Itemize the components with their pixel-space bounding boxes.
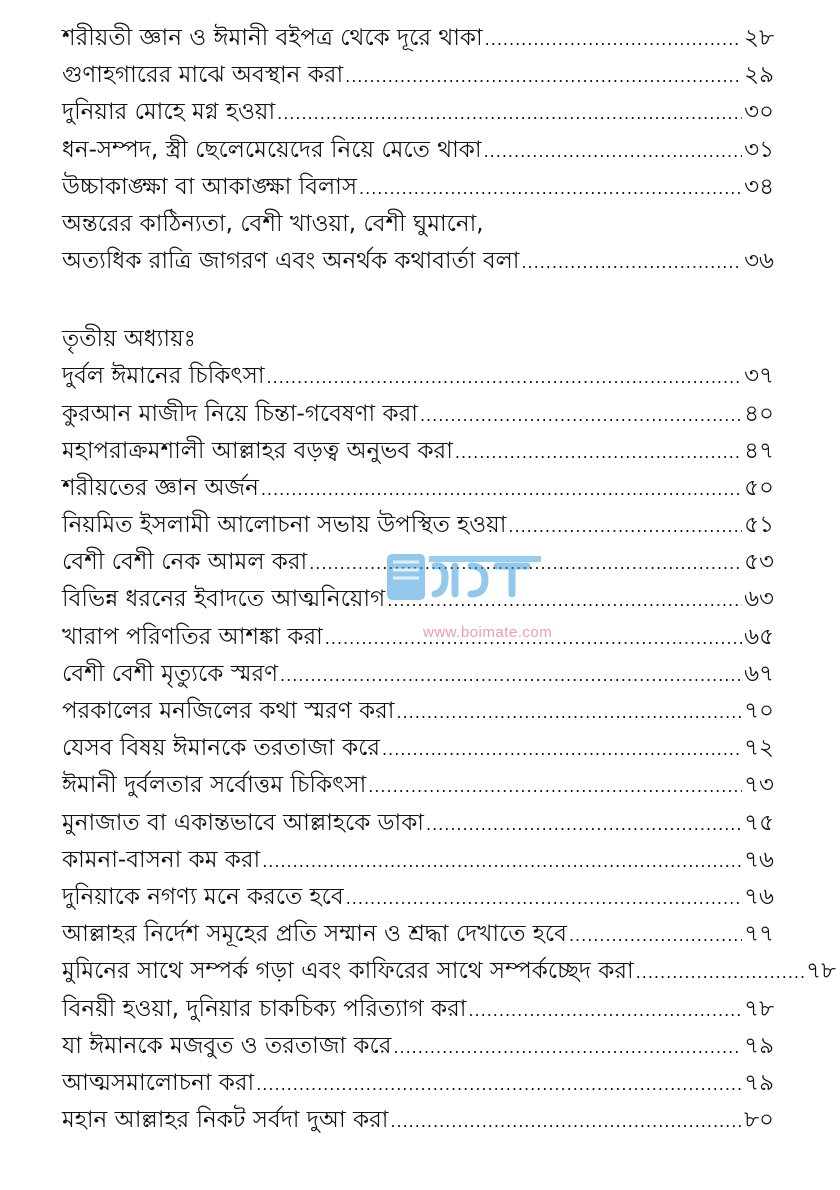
dot-leader [359, 170, 742, 207]
dot-leader [455, 434, 742, 471]
entry-title: আত্মসমালোচনা করা [62, 1069, 255, 1096]
toc-entry [62, 57, 774, 94]
toc-entry [62, 879, 774, 916]
entry-title: যেসব বিষয় ঈমানকে তরতাজা করে [62, 735, 381, 762]
toc-entry [62, 767, 774, 804]
entry-page: ৩৭ [744, 363, 774, 390]
dot-leader [387, 582, 742, 619]
dot-leader [484, 133, 743, 170]
toc-entry [62, 805, 774, 842]
dot-leader [256, 1066, 742, 1103]
toc-entry [62, 94, 774, 131]
dot-leader [390, 1103, 742, 1140]
entry-title: অন্তরের কাঠিন্যতা, বেশী খাওয়া, বেশী ঘুমানো, [62, 210, 484, 237]
dot-leader [261, 471, 742, 508]
dot-leader [277, 95, 742, 132]
entry-title: বিনয়ী হওয়া, দুনিয়ার চাকচিক্য পরিত্যাগ করা [62, 995, 467, 1022]
chapter-heading: তৃতীয় অধ্যায়ঃ [62, 326, 196, 353]
watermark-url: www.boimate.com [423, 624, 553, 641]
entry-page: ৭৭ [744, 921, 774, 948]
entry-title: খারাপ পরিণতির আশঙ্কা করা [62, 623, 323, 650]
entry-title: শরীয়তী জ্ঞান ও ঈমানী বইপত্র থেকে দূরে থাকা [62, 25, 483, 51]
entry-page: ৭৩ [744, 772, 774, 799]
dot-leader [345, 58, 742, 95]
toc-entry [62, 1102, 774, 1139]
entry-title: মহান আল্লাহর নিকট সর্বদা দুআ করা [62, 1107, 389, 1134]
entry-page: ৭৬ [744, 846, 774, 873]
entry-page: ৬৭ [744, 660, 774, 687]
entry-title: দুনিয়ার মোহে মগ্ন হওয়া [62, 99, 276, 126]
toc-entry [62, 1028, 774, 1065]
toc-entry [62, 953, 836, 990]
entry-page: ৮০ [744, 1107, 774, 1134]
dot-leader [426, 806, 742, 843]
entry-page: ২৯ [744, 62, 774, 89]
toc-entry [62, 581, 774, 618]
entry-page: ৩১ [744, 136, 774, 163]
entry-title: বিভিন্ন ধরনের ইবাদতে আত্মনিয়োগ [62, 586, 386, 613]
entry-title: পরকালের মনজিলের কথা স্মরণ করা [62, 698, 395, 724]
toc-entry [62, 20, 774, 57]
entry-page: ২৮ [744, 25, 774, 51]
entry-page: ৭৯ [744, 1069, 774, 1096]
entry-page: ৫৩ [744, 549, 774, 576]
dot-leader [420, 397, 742, 434]
dot-leader [382, 731, 742, 768]
toc-entry [62, 1065, 774, 1102]
toc-entry [62, 730, 774, 767]
table-of-contents [62, 20, 836, 1139]
toc-entry [62, 433, 774, 470]
entry-title: উচ্চাকাঙ্ক্ষা বা আকাঙ্ক্ষা বিলাস [62, 173, 358, 200]
entry-title: ঈমানী দুর্বলতার সর্বোত্তম চিকিৎসা [62, 772, 367, 799]
entry-title: মহাপরাক্রমশালী আল্লাহর বড়ত্ব অনুভব করা [62, 437, 453, 464]
toc-entry [62, 842, 774, 879]
entry-page: ৩০ [744, 99, 774, 126]
toc-entry [62, 132, 774, 169]
entry-title: গুণাহগারের মাঝে অবস্থান করা [62, 62, 344, 89]
dot-leader [267, 359, 743, 396]
entry-title: মুমিনের সাথে সম্পর্ক গড়া এবং কাফিরের সাথে সম্পর্কচ্ছেদ করা [62, 958, 634, 985]
toc-entry [62, 396, 774, 433]
dot-leader [262, 843, 742, 880]
entry-title: কামনা-বাসনা কম করা [62, 846, 261, 873]
dot-leader [280, 657, 742, 694]
dot-leader [521, 244, 742, 281]
entry-page: ৪৭ [744, 437, 774, 464]
toc-entry [62, 544, 774, 581]
entry-title: নিয়মিত ইসলামী আলোচনা সভায় উপস্থিত হওয়া [62, 512, 507, 539]
entry-page: ৩৬ [744, 248, 774, 275]
dot-leader [368, 768, 742, 805]
entry-page: ৫০ [744, 474, 774, 501]
toc-entry [62, 693, 774, 730]
toc-entry [62, 169, 774, 206]
entry-title: ধন-সম্পদ, স্ত্রী ছেলেমেয়েদের নিয়ে মেতে থাকা [62, 136, 482, 163]
entry-title: শরীয়তের জ্ঞান অর্জন [62, 474, 259, 501]
toc-entry [62, 916, 774, 953]
dot-leader [569, 917, 742, 954]
entry-title: আল্লাহর নির্দেশ সমূহের প্রতি সম্মান ও শ্রদ্ধা দেখাতে হবে [62, 921, 567, 948]
entry-title: কুরআন মাজীদ নিয়ে চিন্তা-গবেষণা করা [62, 400, 418, 427]
toc-entry-line1 [62, 206, 774, 243]
dot-leader [468, 992, 742, 1029]
entry-page: ৭৬ [744, 883, 774, 910]
entry-title: যা ঈমানকে মজবুত ও তরতাজা করে [62, 1032, 392, 1059]
entry-title: দুর্বল ঈমানের চিকিৎসা [62, 363, 265, 390]
dot-leader [396, 694, 742, 731]
entry-title: অত্যধিক রাত্রি জাগরণ এবং অনর্থক কথাবার্তা বলা [62, 248, 520, 275]
entry-title: বেশী বেশী মৃত্যুকে স্মরণ [62, 660, 279, 687]
toc-entry [62, 991, 774, 1028]
dot-leader [393, 1029, 742, 1066]
dot-leader [309, 545, 742, 582]
entry-page: ৬৩ [744, 586, 774, 613]
entry-title: বেশী বেশী নেক আমল করা [62, 549, 308, 576]
section-gap [62, 280, 774, 320]
entry-page: ৭৯ [744, 1032, 774, 1059]
entry-page: ৬৫ [744, 623, 774, 650]
dot-leader [636, 954, 804, 991]
entry-page: ৭৮ [744, 995, 774, 1022]
toc-entry [62, 619, 774, 656]
toc-entry [62, 656, 774, 693]
toc-entry [62, 507, 774, 544]
toc-entry-line2 [62, 243, 774, 280]
entry-page: ৫১ [744, 512, 774, 539]
chapter-entries [62, 358, 836, 1139]
dot-leader [325, 620, 742, 657]
entry-page: ৭০ [744, 698, 774, 724]
entry-page: ৭৮ [806, 958, 836, 985]
dot-leader [346, 880, 742, 917]
entry-page: ৭৫ [744, 809, 774, 836]
entry-page: ৭২ [744, 735, 774, 762]
dot-leader [508, 508, 742, 545]
entry-title: দুনিয়াকে নগণ্য মনে করতে হবে [62, 883, 344, 910]
dot-leader [485, 21, 742, 58]
toc-entry [62, 358, 774, 395]
entry-page: ৪০ [744, 400, 774, 427]
entry-page: ৩৪ [744, 173, 774, 200]
entry-title: মুনাজাত বা একান্তভাবে আল্লাহকে ডাকা [62, 809, 424, 836]
toc-entry [62, 470, 774, 507]
